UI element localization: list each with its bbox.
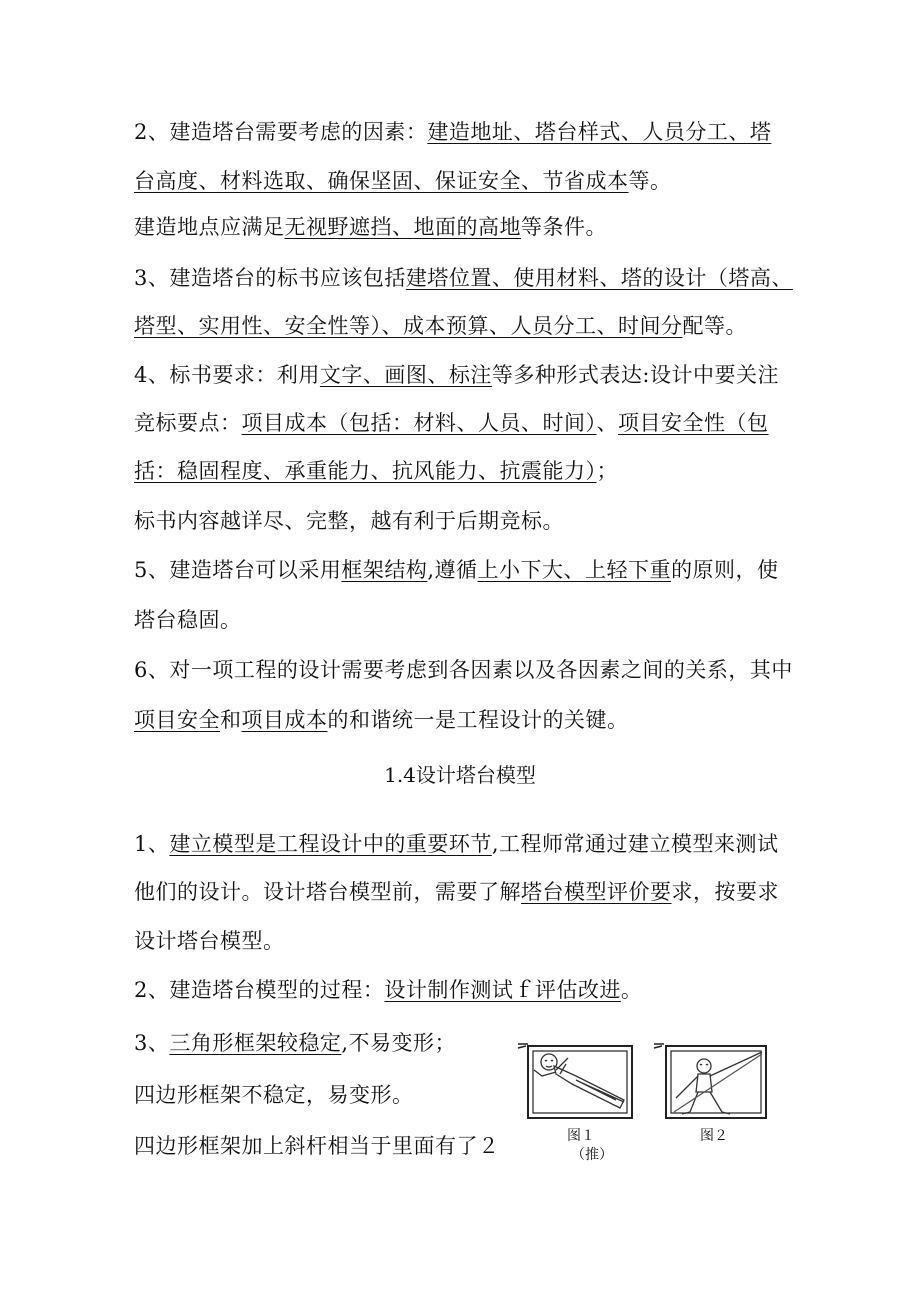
text: 的原则，使: [671, 558, 779, 582]
s4-line2: [134, 408, 769, 438]
s4-line4: 标书内容越详尽、完整，越有利于后期竞标。: [134, 509, 564, 533]
text: 2、建造塔台需要考虑的因素：: [134, 120, 428, 144]
figure-1-illustration: [516, 1036, 638, 1122]
s5-line2: 塔台稳固。: [134, 608, 242, 632]
text: 的和谐统一是工程设计的关键。: [327, 708, 629, 732]
figure-2-caption: 图２: [700, 1128, 728, 1144]
underlined-answer: 项目成本（包括：材料、人员、时间）: [241, 411, 597, 435]
underlined-answer: 项目安全: [134, 708, 220, 732]
s3-line2: [134, 311, 747, 341]
underlined-answer: 塔型、实用性、安全性等）、成本预算、人员分工、时间分: [134, 314, 683, 338]
s6-line2: [134, 705, 629, 735]
text: 、: [596, 411, 618, 435]
s2-line3: [134, 212, 607, 242]
text: 5、建造塔台可以采用: [134, 558, 342, 582]
underlined-answer: 建立模型是工程设计中的重要环节: [169, 832, 492, 856]
m1-line1: [134, 829, 779, 859]
m2-line1: [134, 975, 642, 1005]
text: 建造地点应满足: [134, 215, 285, 239]
m1-line3: 设计塔台模型。: [134, 929, 285, 953]
s4-line3: [134, 456, 618, 486]
text: 和: [220, 708, 242, 732]
text: ；: [596, 459, 618, 483]
s2-line2: [134, 166, 672, 196]
underlined-answer: 项目成本: [241, 708, 328, 732]
underlined-answer: 无视野遮挡、地面的高地: [284, 215, 521, 239]
m1-line2: [134, 877, 779, 907]
underlined-answer: 框架结构: [341, 558, 428, 582]
underlined-answer: 上小下大、上轻下重: [477, 558, 672, 582]
m3-line2: 四边形框架不稳定，易变形。: [134, 1083, 414, 1107]
text: 求，按要求: [671, 880, 779, 904]
text: 1、: [134, 832, 170, 856]
s2-line1: [134, 117, 771, 147]
text: 他们的设计。设计塔台模型前，需要了解: [134, 880, 521, 904]
figure-1-subcaption: （推）: [571, 1147, 613, 1163]
text: ,遵循: [427, 558, 478, 582]
text: ,不易变形；: [341, 1031, 457, 1055]
figure-2-illustration: [652, 1036, 774, 1122]
section-heading: 1.4设计塔台模型: [384, 763, 536, 787]
text: 等多种形式表达:设计中要关注: [491, 363, 779, 387]
text: ,工程师常通过建立模型来测试: [491, 832, 779, 856]
s4-line1: [134, 360, 779, 390]
underlined-answer: 台高度、材料选取、确保坚固、保证安全、节省成本: [134, 169, 629, 193]
text: 等条件。: [521, 215, 607, 239]
text: 配等。: [682, 314, 747, 338]
underlined-answer: 塔台模型评价要: [521, 880, 672, 904]
text: 等。: [628, 169, 672, 193]
m3-line1: [134, 1028, 456, 1058]
underlined-answer: 设计制作测试ｆ评估改进: [384, 978, 621, 1002]
underlined-answer: 三角形框架较稳定: [169, 1031, 342, 1055]
s5-line1: [134, 555, 779, 585]
text: 4、标书要求：利用: [134, 363, 320, 387]
underlined-answer: 建塔位置、使用材料、塔的设计（塔高、: [405, 266, 793, 290]
text: 3、: [134, 1031, 170, 1055]
s3-line1: [134, 263, 793, 293]
underlined-answer: 括：稳固程度、承重能力、抗风能力、抗震能力）: [134, 459, 597, 483]
underlined-answer: 文字、画图、标注: [319, 363, 492, 387]
underlined-answer: 项目安全性（包: [618, 411, 769, 435]
text: 2、建造塔台模型的过程：: [134, 978, 385, 1002]
text: 。: [620, 978, 643, 1002]
figure-1-caption: 图１: [567, 1128, 595, 1144]
text: 3、建造塔台的标书应该包括: [134, 266, 406, 290]
underlined-answer: 建造地址、塔台样式、人员分工、塔: [427, 120, 772, 144]
s6-line1: 6、对一项工程的设计需要考虑到各因素以及各因素之间的关系，其中: [134, 658, 793, 682]
m3-line3: 四边形框架加上斜杆相当于里面有了２: [134, 1134, 500, 1158]
text: 竞标要点：: [134, 411, 242, 435]
